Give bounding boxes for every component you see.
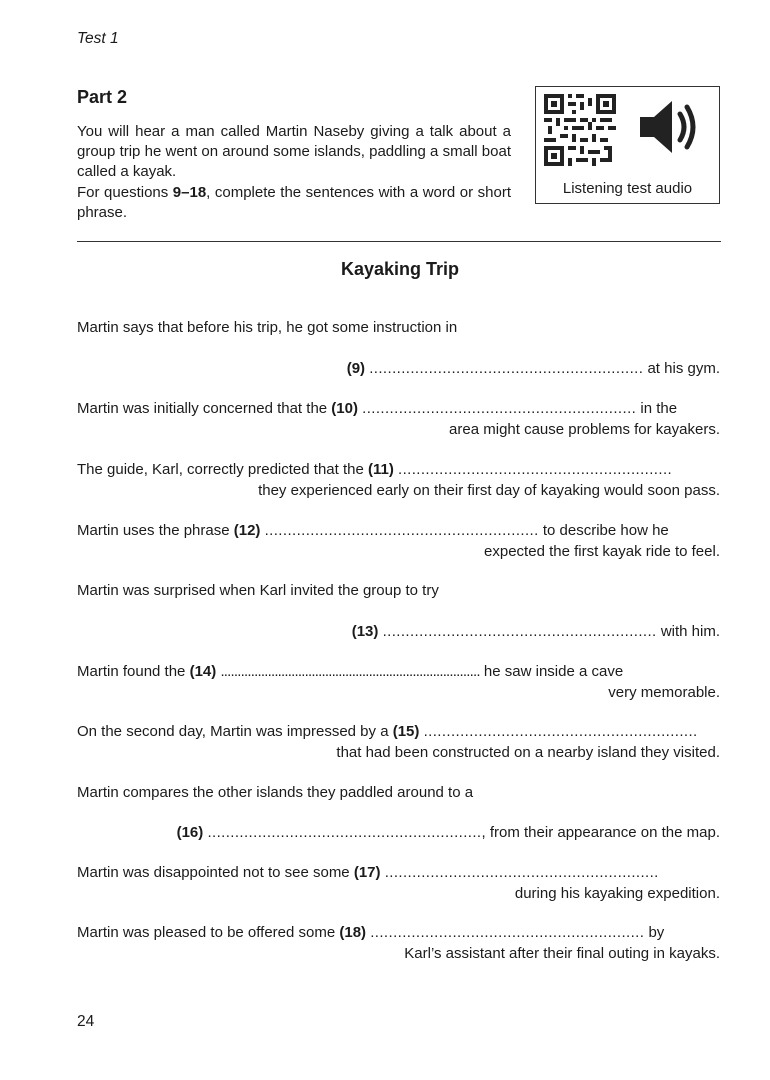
page-number: 24 [77,1013,95,1030]
question-16-stem: Martin compares the other islands they paddled around to a [77,784,474,801]
audio-panel[interactable] [535,86,720,204]
question-number: (17) [353,864,381,881]
question-text: with him. [660,623,720,640]
answer-gap[interactable]: ............................................................ [423,723,698,740]
audio-label: Listening test audio [562,180,693,197]
question-14 [77,662,720,682]
question-17-continuation: during his kayaking expedition. [514,885,720,902]
question-number: (16) [176,824,204,841]
speaker-icon[interactable] [638,97,698,157]
question-text: to describe how he [542,522,669,539]
question-11-continuation: they experienced early on their first day of kayaking would soon pass. [258,482,720,499]
question-number: (12) [233,522,261,539]
question-15-continuation: that had been constructed on a nearby island they visited. [336,744,720,761]
question-text: Martin found the [77,663,186,680]
qr-code-icon[interactable] [544,94,616,166]
question-14-continuation: very memorable. [608,684,720,701]
question-number: (9) [346,360,366,377]
instruction-after: , complete the sentences with a word or short phrase. [77,183,511,221]
question-text: Martin uses the phrase [77,522,230,539]
part-title: Part 2 [77,87,128,107]
answer-gap[interactable]: ............................................................ [384,864,659,881]
question-text: he saw inside a cave [483,663,624,680]
instructions [77,122,511,223]
question-12-continuation: expected the first kayak ride to feel. [484,543,720,560]
question-10 [77,399,720,419]
question-13-gap [77,622,720,642]
intro-text: You will hear a man called Martin Naseby giving a talk about a group trip he went on around some islands, paddling a small boat called a kayak. [77,123,511,181]
divider [77,241,721,242]
answer-gap[interactable]: ............................................................ [398,461,673,478]
question-number: (11) [368,461,394,478]
answer-gap[interactable]: ............................................................ [369,360,644,377]
question-10-continuation: area might cause problems for kayakers. [449,421,720,438]
question-text: in the [640,400,678,417]
question-12 [77,521,720,541]
answer-gap[interactable]: ............................................................................. [220,663,480,680]
answer-gap[interactable]: ............................................................ [264,522,539,539]
question-11 [77,460,720,480]
question-13-stem: Martin was surprised when Karl invited the group to try [77,582,439,599]
section-title: Kayaking Trip [340,259,460,279]
question-text: at his gym. [647,360,720,377]
question-number: (10) [331,400,358,417]
question-16-gap [77,823,720,843]
question-number: (15) [392,723,420,740]
answer-gap[interactable]: ............................................................ [370,924,645,941]
task-instruction [77,183,511,223]
question-text: Martin was disappointed not to see some [77,864,350,881]
question-text: Martin was initially concerned that the [77,400,328,417]
question-18 [77,923,720,943]
running-head: Test 1 [77,30,119,47]
question-number: (14) [189,663,217,680]
question-text: , from their appearance on the map. [481,824,720,841]
question-15 [77,722,720,742]
answer-gap[interactable]: ............................................................ [362,400,637,417]
answer-gap[interactable]: ............................................................ [382,623,657,640]
question-range: 9–18 [172,183,207,201]
question-9-stem: Martin says that before his trip, he got some instruction in [77,319,458,336]
question-text: Martin was pleased to be offered some [77,924,336,941]
question-text: The guide, Karl, correctly predicted that the [77,461,364,478]
answer-gap[interactable]: ............................................................ [207,824,482,841]
question-17 [77,863,720,883]
question-9-gap [77,359,720,379]
question-number: (13) [351,623,379,640]
question-18-continuation: Karl’s assistant after their final outing in kayaks. [404,945,720,962]
question-text: by [648,924,665,941]
instruction-before: For questions [77,183,173,201]
question-number: (18) [339,924,367,941]
question-text: On the second day, Martin was impressed by a [77,723,389,740]
